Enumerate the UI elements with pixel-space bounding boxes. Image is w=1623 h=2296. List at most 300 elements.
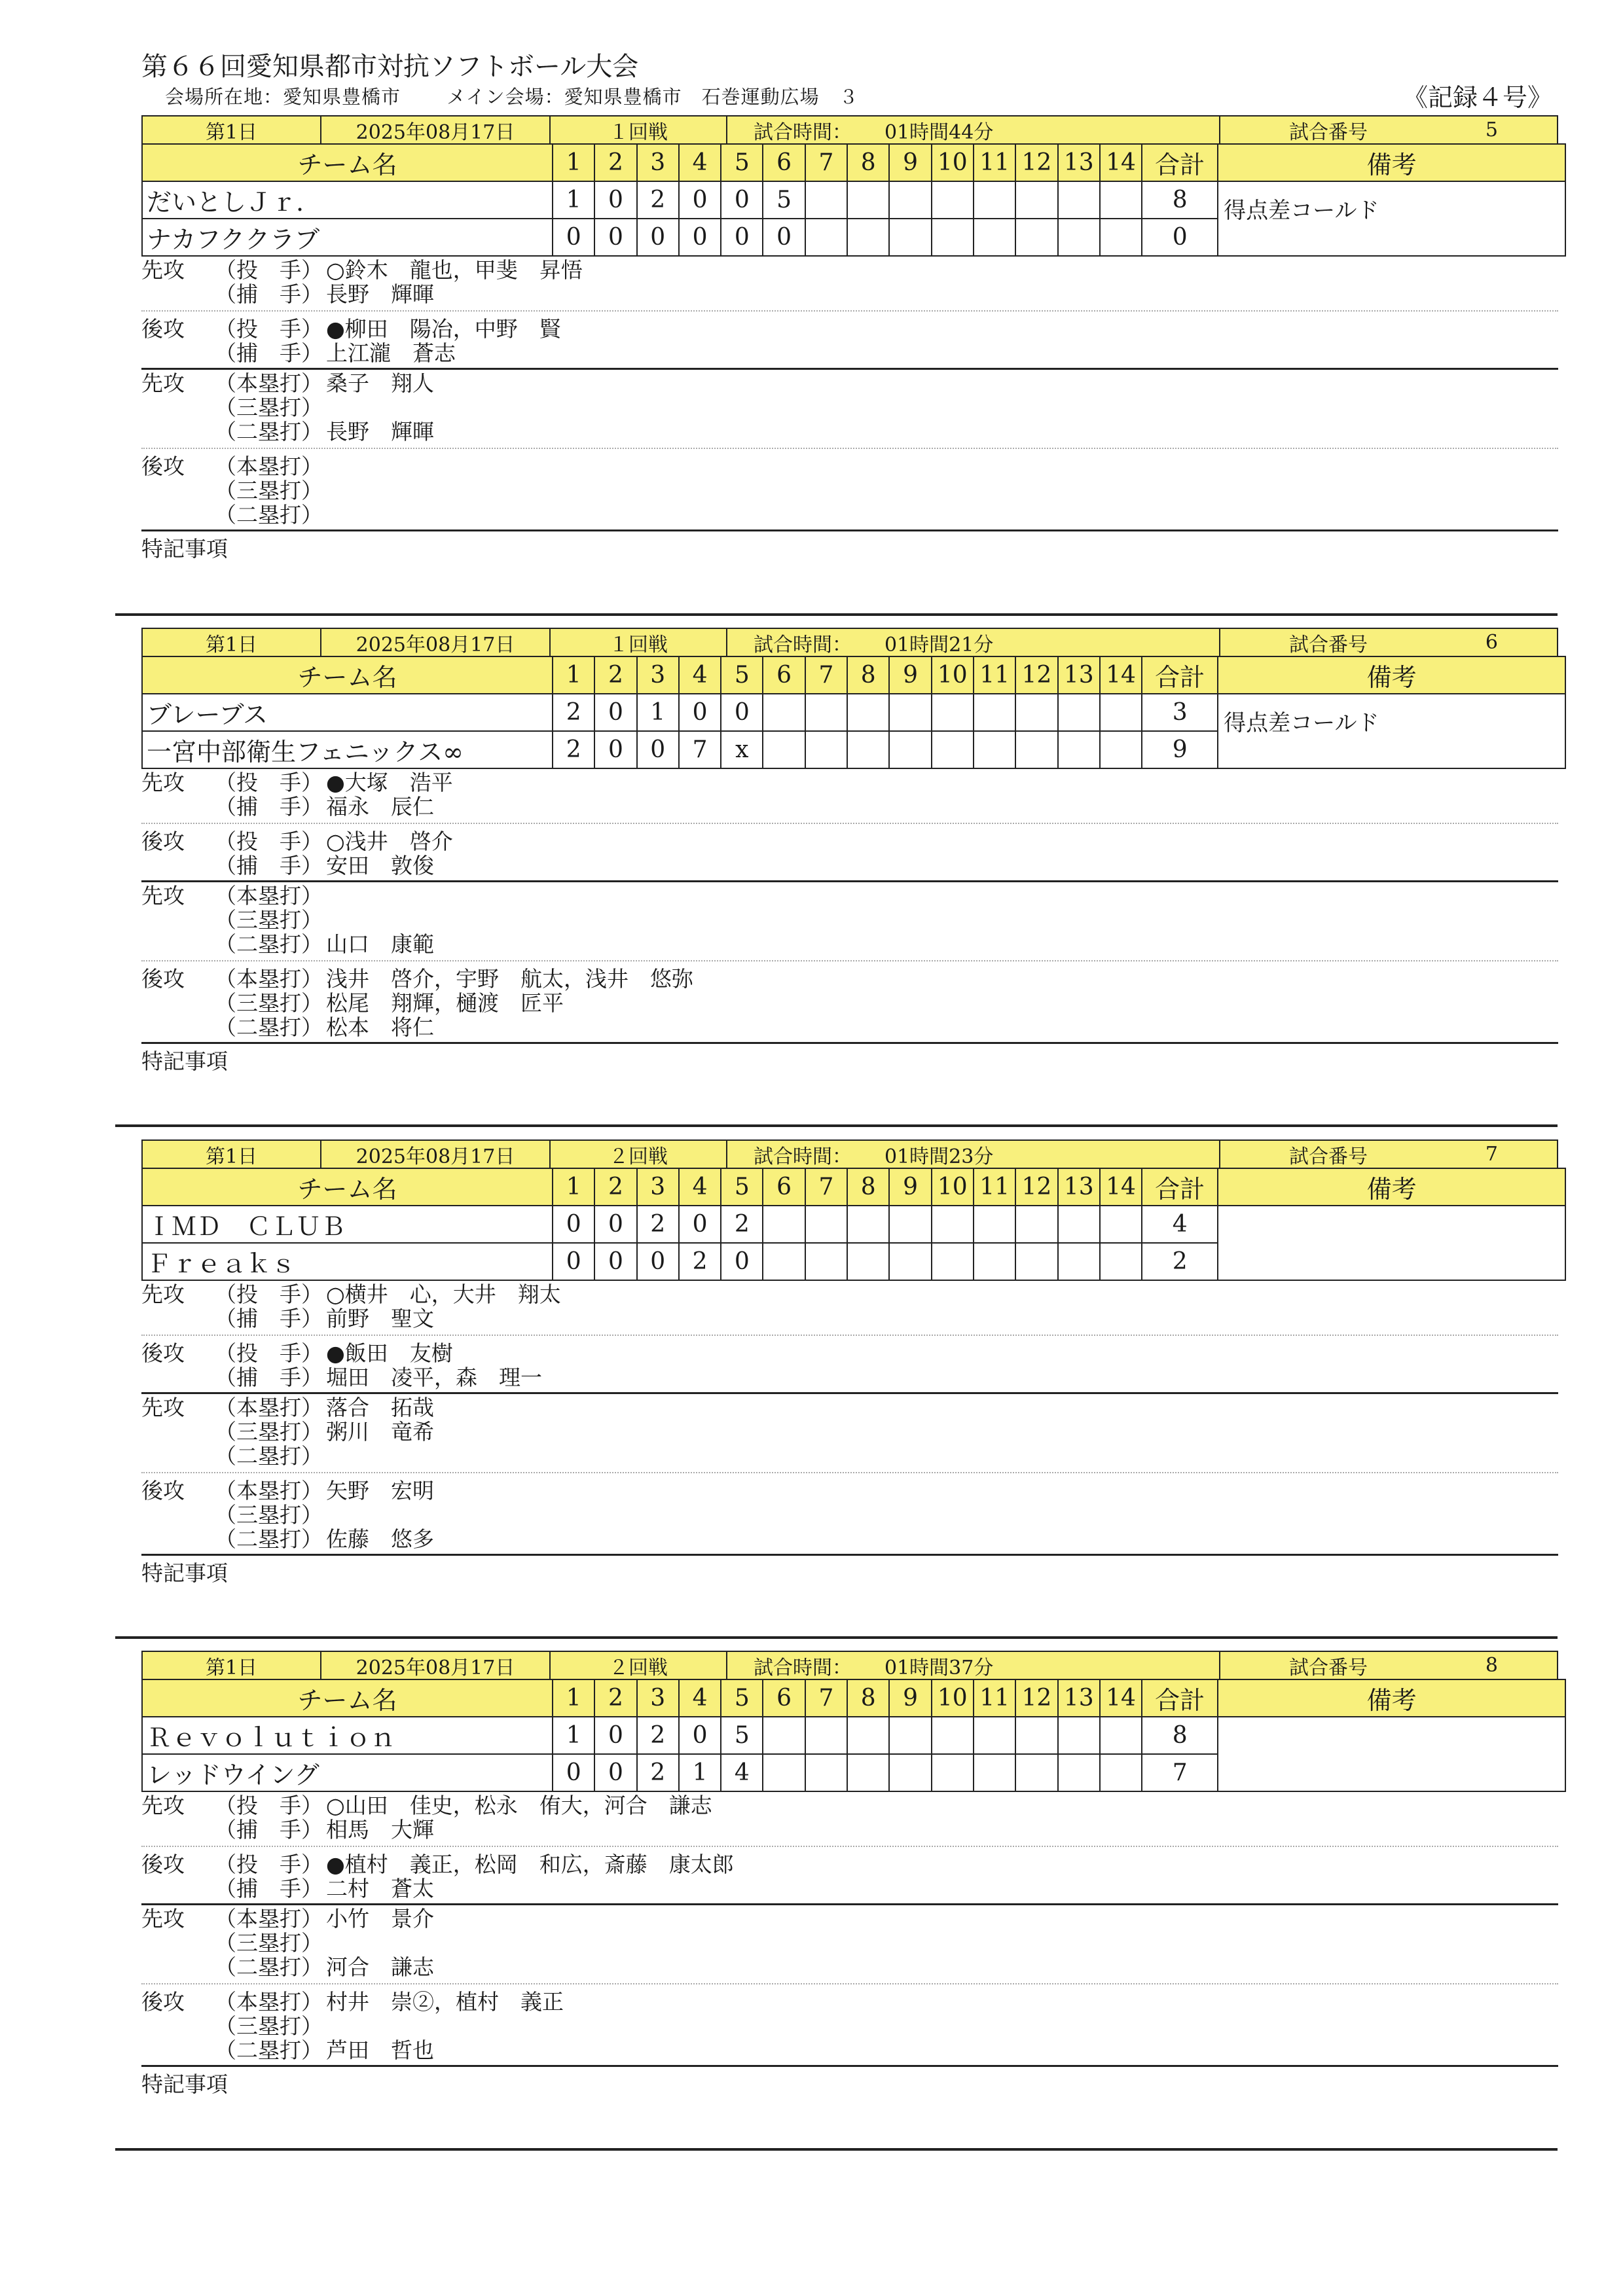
inning-score <box>763 1206 805 1243</box>
player-names: ○浅井 啓介 <box>326 829 453 854</box>
inning-score <box>889 1243 931 1280</box>
double-line <box>215 2038 1558 2062</box>
triple-line <box>215 2014 1558 2038</box>
player-names: 長野 輝暉 <box>326 419 434 444</box>
round-cell: ２回戦 <box>551 1651 727 1680</box>
inning-header: 7 <box>805 144 847 181</box>
double-line <box>215 1444 1558 1468</box>
inning-header: 10 <box>932 656 974 694</box>
inning-score <box>1058 1717 1100 1754</box>
player-names: ●大塚 浩平 <box>326 770 453 795</box>
detail-lines <box>215 884 1558 956</box>
inning-score <box>1058 1754 1100 1791</box>
total-score: 3 <box>1142 694 1218 731</box>
remark-cell: 得点差コールド <box>1218 181 1565 256</box>
inning-score: 0 <box>594 181 636 219</box>
inning-score <box>1100 1243 1142 1280</box>
inning-score <box>1100 1754 1142 1791</box>
total-header: 合計 <box>1142 144 1218 181</box>
detail-lines <box>215 1990 1558 2062</box>
game-time-cell <box>727 628 1220 657</box>
double-line <box>215 503 1558 527</box>
inning-score <box>974 694 1015 731</box>
player-names: 浅井 啓介，宇野 航太，浅井 悠弥 <box>326 966 693 992</box>
homerun-line <box>215 1907 1558 1931</box>
inning-score <box>1015 1754 1057 1791</box>
inning-score <box>1100 1717 1142 1754</box>
stat-label: （二塁打） <box>215 419 323 444</box>
inning-score <box>1058 1243 1100 1280</box>
inning-score <box>974 1754 1015 1791</box>
catcher-line <box>215 1818 1558 1842</box>
inning-score <box>889 694 931 731</box>
stat-label: （三塁打） <box>215 1419 323 1444</box>
inning-score: 0 <box>721 219 763 256</box>
side-label: 先攻 <box>141 257 185 283</box>
dotted-divider <box>141 1983 1558 1984</box>
date-cell: 2025年08月17日 <box>321 628 551 657</box>
inning-score: 0 <box>763 219 805 256</box>
inning-header: 14 <box>1100 1679 1142 1717</box>
stat-label: （二塁打） <box>215 1526 323 1552</box>
inning-score <box>847 1717 889 1754</box>
inning-score <box>847 1754 889 1791</box>
game-number-cell <box>1220 1651 1558 1680</box>
remark-cell <box>1218 1717 1565 1791</box>
total-score: 7 <box>1142 1754 1218 1791</box>
team-name: 一宮中部衛生フェニックス∞ <box>142 731 553 768</box>
game-time-label: 試合時間： <box>754 120 852 144</box>
team-row <box>142 1206 1565 1243</box>
inning-header: 7 <box>805 1679 847 1717</box>
hits-top <box>141 882 1558 956</box>
team-name: ブレーブス <box>142 694 553 731</box>
homerun-line <box>215 884 1558 908</box>
inning-score <box>1058 219 1100 256</box>
player-names: 福永 辰仁 <box>326 794 434 819</box>
inning-header: 9 <box>889 144 931 181</box>
inning-score: 0 <box>679 1206 721 1243</box>
total-score: 9 <box>1142 731 1218 768</box>
inning-score: 0 <box>721 1243 763 1280</box>
record-number: 《記録４号》 <box>1402 83 1552 112</box>
game-time-cell <box>727 1139 1220 1169</box>
homerun-line <box>215 1479 1558 1503</box>
detail-lines <box>215 1852 1558 1901</box>
inning-score: 0 <box>637 219 679 256</box>
game-time-value: 01時間21分 <box>884 633 994 656</box>
batteries-bottom <box>141 1851 1558 1901</box>
side-label: 先攻 <box>141 1395 185 1420</box>
game-time-value: 01時間37分 <box>884 1656 994 1679</box>
game-divider <box>115 1124 1558 1127</box>
hits-bottom <box>141 965 1558 1039</box>
double-line <box>215 932 1558 956</box>
team-name-header: チーム名 <box>142 1168 553 1206</box>
stat-label: （捕 手） <box>215 1817 323 1842</box>
side-label: 先攻 <box>141 370 185 396</box>
stat-label: （捕 手） <box>215 794 323 819</box>
stat-label: （捕 手） <box>215 1365 323 1390</box>
player-names: 粥川 竜希 <box>326 1419 434 1444</box>
scoreboard-header-row <box>142 1168 1565 1206</box>
detail-lines <box>215 258 1558 306</box>
triple-line <box>215 1931 1558 1955</box>
stat-label: （本塁打） <box>215 1906 323 1931</box>
batteries-bottom <box>141 315 1558 365</box>
game-details <box>141 257 1558 561</box>
day-cell: 第1日 <box>141 1651 321 1680</box>
detail-lines <box>215 1341 1558 1390</box>
pitcher-line <box>215 1793 1558 1818</box>
detail-lines <box>215 1793 1558 1842</box>
stat-label: （捕 手） <box>215 281 323 307</box>
inning-header: 11 <box>974 1679 1015 1717</box>
inning-header: 4 <box>679 1679 721 1717</box>
homerun-line <box>215 371 1558 395</box>
double-line <box>215 1015 1558 1039</box>
player-names: 桑子 翔人 <box>326 370 434 396</box>
inning-score <box>1100 219 1142 256</box>
homerun-line <box>215 967 1558 991</box>
double-line <box>215 420 1558 444</box>
stat-label: （本塁打） <box>215 883 323 908</box>
player-names: 長野 輝暉 <box>326 281 434 307</box>
inning-score <box>889 219 931 256</box>
inning-score <box>805 731 847 768</box>
team-row <box>142 1717 1565 1754</box>
inning-score: 0 <box>679 694 721 731</box>
homerun-line <box>215 1395 1558 1420</box>
game-block <box>141 1139 1558 1585</box>
inning-score: 0 <box>594 1206 636 1243</box>
stat-label: （投 手） <box>215 1852 323 1877</box>
player-names: 松尾 翔輝，樋渡 匠平 <box>326 990 564 1016</box>
stat-label: （本塁打） <box>215 1989 323 2015</box>
inning-score <box>932 1243 974 1280</box>
side-label: 後攻 <box>141 1989 185 2015</box>
pitcher-line <box>215 829 1558 853</box>
stat-label: （三塁打） <box>215 1502 323 1528</box>
inning-header: 2 <box>594 656 636 694</box>
stat-label: （二塁打） <box>215 1014 323 1040</box>
stat-label: （三塁打） <box>215 395 323 420</box>
player-names: 安田 敦俊 <box>326 853 434 878</box>
team-name: ＩＭＤ ＣＬＵＢ <box>142 1206 553 1243</box>
inning-header: 5 <box>721 1679 763 1717</box>
inning-score <box>974 731 1015 768</box>
inning-score <box>805 1754 847 1791</box>
inning-score: 1 <box>553 1717 594 1754</box>
stat-label: （捕 手） <box>215 340 323 366</box>
dotted-divider <box>141 310 1558 312</box>
inning-score: 0 <box>637 1243 679 1280</box>
homerun-line <box>215 1990 1558 2014</box>
game-details <box>141 1792 1558 2096</box>
team-row <box>142 694 1565 731</box>
inning-header: 13 <box>1058 656 1100 694</box>
catcher-line <box>215 282 1558 306</box>
stat-label: （二塁打） <box>215 2037 323 2063</box>
side-label: 後攻 <box>141 316 185 342</box>
total-score: 0 <box>1142 219 1218 256</box>
inning-score <box>847 1243 889 1280</box>
inning-score: 2 <box>637 1754 679 1791</box>
inning-header: 1 <box>553 144 594 181</box>
game-time-cell <box>727 1651 1220 1680</box>
inning-header: 12 <box>1015 656 1057 694</box>
catcher-line <box>215 341 1558 365</box>
scoreboard-header-row <box>142 144 1565 181</box>
game-time-value: 01時間44分 <box>884 120 994 144</box>
game-time-cell <box>727 115 1220 145</box>
triple-line <box>215 991 1558 1015</box>
stat-label: （投 手） <box>215 1282 323 1307</box>
inning-score: 0 <box>594 731 636 768</box>
inning-score <box>805 181 847 219</box>
inning-score <box>1100 694 1142 731</box>
stat-label: （投 手） <box>215 1793 323 1818</box>
total-score: 8 <box>1142 1717 1218 1754</box>
homerun-line <box>215 454 1558 478</box>
inning-score <box>1015 1206 1057 1243</box>
side-label: 後攻 <box>141 1478 185 1503</box>
remark-cell: 得点差コールド <box>1218 694 1565 768</box>
inning-header: 14 <box>1100 144 1142 181</box>
game-number-label: 試合番号 <box>1289 1656 1368 1679</box>
stat-label: （二塁打） <box>215 502 323 528</box>
double-line <box>215 1955 1558 1979</box>
inning-header: 10 <box>932 1679 974 1717</box>
inning-header: 3 <box>637 144 679 181</box>
inning-score <box>1100 181 1142 219</box>
game-number-label: 試合番号 <box>1289 1145 1368 1168</box>
player-names: ●植村 義正，松岡 和広，斎藤 康太郎 <box>326 1852 734 1877</box>
inning-header: 2 <box>594 1679 636 1717</box>
inning-score: 7 <box>679 731 721 768</box>
remarks-header: 備考 <box>1218 656 1565 694</box>
scoreboard-table <box>141 1679 1566 1792</box>
stat-label: （本塁打） <box>215 454 323 479</box>
inning-header: 3 <box>637 656 679 694</box>
day-cell: 第1日 <box>141 115 321 145</box>
stat-label: （二塁打） <box>215 1443 323 1469</box>
inning-score <box>1015 1717 1057 1754</box>
batteries-top <box>141 1281 1558 1331</box>
inning-score: 0 <box>553 1206 594 1243</box>
dotted-divider <box>141 1846 1558 1847</box>
triple-line <box>215 908 1558 932</box>
scoreboard-table <box>141 143 1566 257</box>
side-label: 先攻 <box>141 1793 185 1818</box>
player-names: 河合 謙志 <box>326 1954 434 1980</box>
hits-top <box>141 370 1558 444</box>
batteries-bottom <box>141 828 1558 878</box>
inning-score: 0 <box>594 1243 636 1280</box>
remarks-header: 備考 <box>1218 1679 1565 1717</box>
inning-score: 0 <box>679 181 721 219</box>
day-cell: 第1日 <box>141 1139 321 1169</box>
inning-score <box>1100 731 1142 768</box>
detail-lines <box>215 770 1558 819</box>
scoreboard-table <box>141 656 1566 769</box>
team-name: だいとしＪｒ. <box>142 181 553 219</box>
inning-score: 5 <box>721 1717 763 1754</box>
round-cell: ２回戦 <box>551 1139 727 1169</box>
inning-score <box>805 1206 847 1243</box>
inning-header: 7 <box>805 656 847 694</box>
game-block <box>141 628 1558 1073</box>
inning-score: 0 <box>553 1243 594 1280</box>
game-number-value: 5 <box>1485 118 1498 141</box>
team-name-header: チーム名 <box>142 1679 553 1717</box>
inning-score: 0 <box>553 219 594 256</box>
team-name: Ｒｅｖｏｌｕｔｉｏｎ <box>142 1717 553 1754</box>
inning-score <box>805 1717 847 1754</box>
inning-header: 13 <box>1058 1168 1100 1206</box>
game-number-value: 8 <box>1485 1654 1498 1677</box>
remark-cell <box>1218 1206 1565 1280</box>
inning-score <box>1015 731 1057 768</box>
double-line <box>215 1527 1558 1551</box>
hits-bottom <box>141 1988 1558 2062</box>
side-label: 後攻 <box>141 1340 185 1366</box>
venue-line: 会場所在地：愛知県豊橋市 メイン会場：愛知県豊橋市 石巻運動広場 ３ <box>165 86 859 108</box>
inning-header: 6 <box>763 1679 805 1717</box>
scoreboard-header-row <box>142 1679 1565 1717</box>
hits-bottom <box>141 453 1558 527</box>
inning-score: 5 <box>763 181 805 219</box>
inning-header: 13 <box>1058 144 1100 181</box>
catcher-line <box>215 1365 1558 1390</box>
inning-score <box>932 694 974 731</box>
triple-line <box>215 1420 1558 1444</box>
player-names: 前野 聖文 <box>326 1306 434 1331</box>
inning-score <box>889 731 931 768</box>
inning-score <box>932 1206 974 1243</box>
dotted-divider <box>141 1335 1558 1336</box>
inning-score <box>847 694 889 731</box>
game-header <box>141 1651 1558 1680</box>
special-notes-label: 特記事項 <box>141 2072 228 2097</box>
inning-score: 1 <box>553 181 594 219</box>
inning-header: 4 <box>679 144 721 181</box>
player-names: ●柳田 陽冶，中野 賢 <box>326 316 561 342</box>
game-divider <box>115 1636 1558 1639</box>
inning-score: 0 <box>594 694 636 731</box>
inning-score: 0 <box>721 181 763 219</box>
pitcher-line <box>215 317 1558 341</box>
player-names: 相馬 大輝 <box>326 1817 434 1842</box>
inning-score: 0 <box>721 694 763 731</box>
special-notes-label: 特記事項 <box>141 1560 228 1586</box>
triple-line <box>215 395 1558 420</box>
stat-label: （三塁打） <box>215 1930 323 1956</box>
stat-label: （投 手） <box>215 770 323 795</box>
inning-score: 0 <box>594 1754 636 1791</box>
inning-score <box>805 219 847 256</box>
date-cell: 2025年08月17日 <box>321 1651 551 1680</box>
round-cell: １回戦 <box>551 628 727 657</box>
game-block <box>141 1651 1558 2096</box>
detail-lines <box>215 371 1558 444</box>
inning-score: 1 <box>679 1754 721 1791</box>
inning-score <box>889 181 931 219</box>
detail-lines <box>215 1395 1558 1468</box>
inning-score: 2 <box>637 181 679 219</box>
inning-score: 0 <box>637 731 679 768</box>
detail-lines <box>215 1282 1558 1331</box>
inning-score: 1 <box>637 694 679 731</box>
inning-header: 13 <box>1058 1679 1100 1717</box>
stat-label: （投 手） <box>215 257 323 283</box>
inning-score <box>1100 1206 1142 1243</box>
side-label: 後攻 <box>141 1852 185 1877</box>
detail-lines <box>215 317 1558 365</box>
inning-score: 2 <box>553 731 594 768</box>
inning-header: 9 <box>889 1168 931 1206</box>
player-names: 山口 康範 <box>326 931 434 957</box>
inning-header: 4 <box>679 1168 721 1206</box>
game-number-label: 試合番号 <box>1289 633 1368 656</box>
player-names: 二村 蒼太 <box>326 1876 434 1901</box>
player-names: 堀田 凌平，森 理一 <box>326 1365 542 1390</box>
stat-label: （本塁打） <box>215 966 323 992</box>
inning-score <box>974 1717 1015 1754</box>
total-header: 合計 <box>1142 656 1218 694</box>
inning-score <box>1058 181 1100 219</box>
inning-score <box>847 181 889 219</box>
inning-score <box>1015 181 1057 219</box>
inning-header: 5 <box>721 656 763 694</box>
inning-score <box>763 1754 805 1791</box>
team-name: レッドウイング <box>142 1754 553 1791</box>
inning-header: 5 <box>721 144 763 181</box>
side-label: 先攻 <box>141 770 185 795</box>
inning-header: 1 <box>553 656 594 694</box>
inning-header: 8 <box>847 144 889 181</box>
inning-score <box>974 1243 1015 1280</box>
inning-header: 3 <box>637 1168 679 1206</box>
hits-bottom <box>141 1477 1558 1551</box>
game-header <box>141 1139 1558 1169</box>
stat-label: （三塁打） <box>215 907 323 933</box>
batteries-top <box>141 257 1558 306</box>
inning-score <box>932 731 974 768</box>
game-divider <box>115 2148 1558 2151</box>
player-names: 小竹 景介 <box>326 1906 434 1931</box>
inning-header: 8 <box>847 1679 889 1717</box>
stat-label: （投 手） <box>215 829 323 854</box>
date-cell: 2025年08月17日 <box>321 1139 551 1169</box>
game-number-value: 6 <box>1485 631 1498 654</box>
team-name-header: チーム名 <box>142 144 553 181</box>
game-divider <box>115 613 1558 616</box>
inning-score: 2 <box>637 1717 679 1754</box>
inning-score: 2 <box>679 1243 721 1280</box>
pitcher-line <box>215 1282 1558 1306</box>
inning-header: 2 <box>594 144 636 181</box>
inning-score <box>1058 694 1100 731</box>
inning-header: 11 <box>974 144 1015 181</box>
total-score: 8 <box>1142 181 1218 219</box>
game-details <box>141 769 1558 1073</box>
inning-score <box>974 219 1015 256</box>
inning-score <box>763 694 805 731</box>
team-name-header: チーム名 <box>142 656 553 694</box>
game-details <box>141 1281 1558 1585</box>
game-block <box>141 115 1558 561</box>
